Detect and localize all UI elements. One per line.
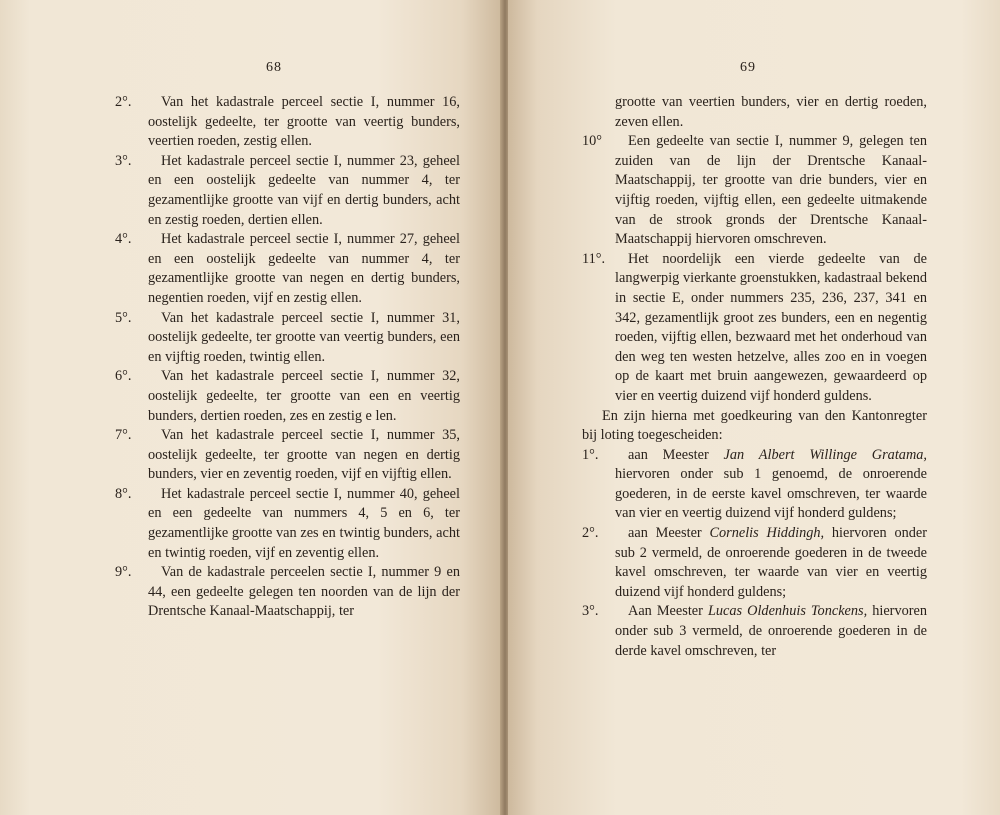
item-number: 4°.	[115, 231, 132, 248]
list-item	[115, 152, 460, 230]
list-item	[582, 446, 927, 524]
item-text	[615, 602, 927, 661]
person-name: Lucas Oldenhuis Tonckens,	[707, 603, 868, 620]
item-text: Een gedeelte van sectie I, nummer 9, gelegen ten zuiden van de lijn der Drentsche Kanaal-Maatschappij, ter grootte van drie bunders, vier en vijftig roeden, vijftig ellen, een gedeelte uitmakende van de strook gronds der Drentsche Kanaal-Maatschappij hiervoren omschreven.	[615, 133, 927, 248]
list-item	[582, 250, 927, 407]
list-item	[582, 602, 927, 661]
person-name: Jan Albert Willinge Gratama,	[723, 446, 927, 463]
list-item	[115, 230, 460, 308]
list-item	[115, 309, 460, 368]
paragraph: En zijn hierna met goedkeuring van den Kantonregter bij loting toegescheiden:	[582, 407, 927, 444]
list-item	[582, 524, 927, 602]
item-number: 6°.	[115, 368, 132, 385]
item-body: hiervoren onder sub 1 genoemd, de onroerende goederen, in de eerste kavel omschreven, ter waarde van vier en veertig duizend vijf honderd guldens;	[615, 466, 927, 522]
list-item	[115, 426, 460, 485]
right-page	[508, 0, 1000, 815]
item-prefix: aan Meester	[628, 446, 709, 463]
item-number: 2°.	[115, 94, 132, 110]
item-number: 1°.	[582, 446, 599, 463]
list-item	[115, 563, 460, 622]
person-name: Cornelis Hiddingh,	[709, 525, 825, 542]
item-text: Het kadastrale perceel sectie I, nummer 27, geheel en een oostelijk gedeelte van nummer 4, ter gezamentlijke grootte van negen en dertig bunders, negentien roeden, vijf en zestig ellen.	[148, 231, 460, 306]
item-text: Van het kadastrale perceel sectie I, nummer 16, oostelijk gedeelte, ter grootte van veertig bunders, veertien roeden, zestig ellen.	[148, 94, 460, 150]
item-number: 2°.	[582, 525, 599, 542]
item-text: Van de kadastrale perceelen sectie I, nummer 9 en 44, een gedeelte gelegen ten noorden van de lijn der Drentsche Kanaal-Maatschappij, ter	[148, 564, 460, 620]
item-number: 9°.	[115, 564, 132, 581]
item-number: 3°.	[115, 152, 132, 169]
page-number: 68	[266, 60, 282, 75]
item-text: Het noordelijk een vierde gedeelte van de langwerpig vierkante groenstukken, kadastraal bekend in sectie E, onder nummers 235, 236, 237, 341 en 342, gezamentlijk groot zes bunders, een en negentig roeden, vijftig ellen, bezwaard met het onderhoud van den weg ten westen hetzelve, alles zoo en in voegen op de kaart met bruin aangewezen, gewaardeerd op vier en veertig duizend vijf honderd guldens.	[615, 250, 927, 404]
item-text: grootte van veertien bunders, vier en dertig roeden, zeven ellen.	[615, 94, 927, 130]
item-body: hiervoren onder sub 2 vermeld, de onroerende goederen in de tweede kavel omschreven, ter waarde van vier en veertig duizend vijf honderd guldens;	[615, 525, 928, 600]
item-text: Het kadastrale perceel sectie I, nummer 23, geheel en een oostelijk gedeelte van nummer 4, ter gezamentlijke grootte van vijf en dertig bunders, acht en zestig roeden, dertien ellen.	[148, 152, 460, 228]
item-text: Van het kadastrale perceel sectie I, nummer 35, oostelijk gedeelte, ter grootte van negen en dertig bunders, vier en zeventig roeden, vijf en vijftig ellen.	[148, 427, 460, 483]
item-number: 11°.	[582, 250, 606, 267]
page-text	[115, 93, 460, 622]
item-text	[615, 446, 927, 524]
item-body: hiervoren onder sub 3 vermeld, de onroerende goederen in de derde kavel omschreven, ter	[615, 603, 927, 659]
list-item	[582, 132, 927, 250]
item-text: Van het kadastrale perceel sectie I, nummer 31, oostelijk gedeelte, ter grootte van veertig bunders, een en vijftig roeden, twintig ellen.	[148, 309, 460, 365]
page-number: 69	[740, 60, 756, 75]
item-number: 7°.	[115, 427, 132, 444]
item-number: 10°	[582, 133, 603, 150]
item-text	[615, 524, 927, 602]
item-number: 5°.	[115, 309, 132, 326]
list-item	[115, 93, 460, 152]
page-text	[582, 93, 927, 661]
list-item	[115, 367, 460, 426]
item-number: 3°.	[582, 603, 599, 620]
item-number: 8°.	[115, 485, 132, 502]
continuation-text	[582, 93, 927, 132]
item-prefix: aan Meester	[628, 525, 702, 542]
item-text: Het kadastrale perceel sectie I, nummer 40, geheel en een gedeelte van nummers 4, 5 en 6, ter gezamentlijke grootte van zes en twintig bunders, acht en twintig roeden, vijf en zeventig ellen.	[148, 485, 460, 561]
list-item	[115, 485, 460, 563]
item-text: Van het kadastrale perceel sectie I, nummer 32, oostelijk gedeelte, ter grootte van een en veertig bunders, dertien roeden, zes en zestig e len.	[148, 368, 460, 424]
item-prefix: Aan Meester	[628, 603, 703, 620]
